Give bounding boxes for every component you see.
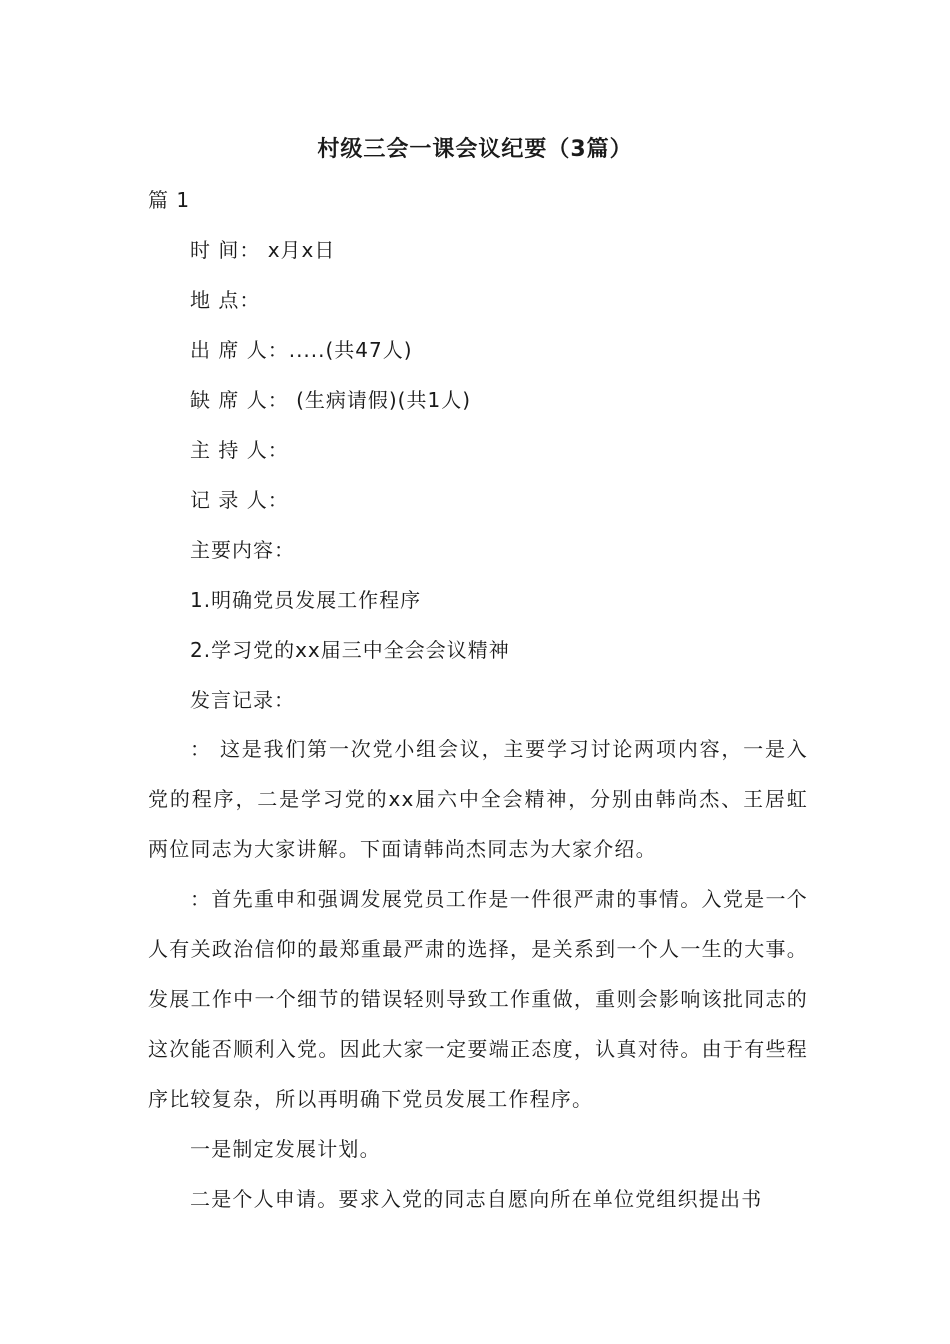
paragraph-step-1: 一是制定发展计划。 <box>190 1137 381 1161</box>
field-host: 主 持 人： <box>190 438 289 462</box>
field-place: 地 点： <box>190 288 261 312</box>
paragraph-speech: ：首先重申和强调发展党员工作是一件很严肃的事情。入党是一个人有关政治信仰的最郑重最严肃的选择，是关系到一个人一生的大事。发展工作中一个细节的错误轻则导致工作重做，重则会影响该批同志的这次能否顺利入党。因此大家一定要端正态度，认真对待。由于有些程序比较复杂，所以再明确下党员发展工作程序。 <box>148 887 808 1111</box>
content-item-2: 2.学习党的xx届三中全会会议精神 <box>190 638 510 662</box>
field-main-content: 主要内容： <box>190 538 295 562</box>
content-item-1: 1.明确党员发展工作程序 <box>190 588 422 612</box>
paragraph-step-2: 二是个人申请。要求入党的同志自愿向所在单位党组织提出书 <box>190 1187 763 1211</box>
section-label: 篇 1 <box>148 188 191 212</box>
document-title: 村级三会一课会议纪要（3篇） <box>317 137 633 162</box>
field-speech-record: 发言记录： <box>190 688 295 712</box>
field-time: 时 间： x月x日 <box>190 238 336 262</box>
field-recorder: 记 录 人： <box>190 488 289 512</box>
field-absentees: 缺 席 人： (生病请假)(共1人) <box>190 388 472 412</box>
paragraph-intro: ： 这是我们第一次党小组会议，主要学习讨论两项内容，一是入党的程序，二是学习党的xx届六中全会精神，分别由韩尚杰、王居虹两位同志为大家讲解。下面请韩尚杰同志为大家介绍。 <box>148 737 808 861</box>
field-attendees: 出 席 人：.....(共47人) <box>190 338 413 362</box>
